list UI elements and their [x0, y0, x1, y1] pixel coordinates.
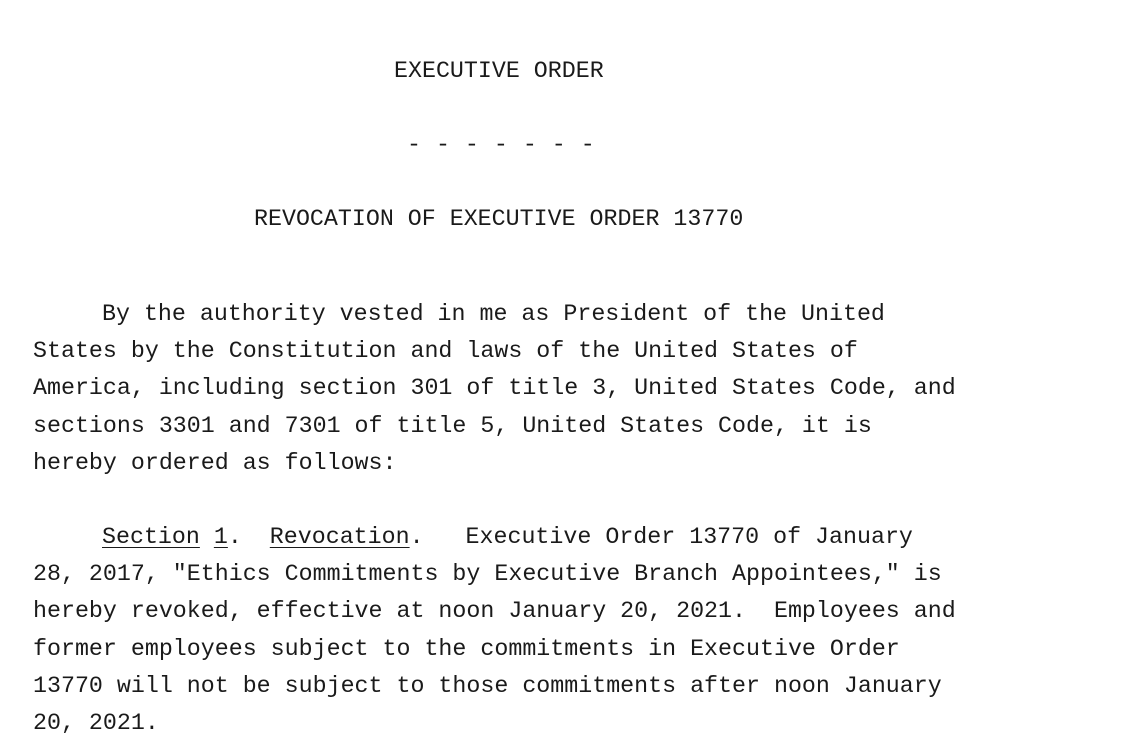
- section-1-text-start: Executive Order 13770 of January: [465, 524, 913, 550]
- section-1-line: 20, 2021.: [33, 709, 159, 736]
- section-heading: Revocation: [269, 524, 410, 550]
- section-1-paragraph: [33, 519, 1033, 742]
- section-1-line: former employees subject to the commitments in Executive Order: [33, 635, 900, 662]
- section-number: 1: [213, 524, 228, 550]
- section-1-line: 28, 2017, "Ethics Commitments by Executive Branch Appointees," is: [33, 561, 942, 588]
- document-subtitle: REVOCATION OF EXECUTIVE ORDER 13770: [254, 206, 744, 232]
- preamble-line: By the authority vested in me as President of the United: [102, 301, 885, 327]
- title-separator: - - - - - - -: [407, 132, 596, 158]
- section-label: Section: [102, 524, 200, 550]
- section-1-line: hereby revoked, effective at noon January 20, 2021. Employees and: [33, 598, 956, 625]
- section-1-first-line: Section 1. Revocation. Executive Order 13770 of January: [102, 524, 913, 550]
- preamble-line: America, including section 301 of title 3, United States Code, and: [33, 375, 956, 402]
- preamble-line: sections 3301 and 7301 of title 5, United States Code, it is: [33, 412, 872, 439]
- preamble-line: States by the Constitution and laws of the United States of: [33, 338, 858, 365]
- preamble-line: hereby ordered as follows:: [33, 449, 397, 476]
- document-title: EXECUTIVE ORDER: [394, 58, 604, 84]
- preamble-paragraph: [33, 296, 1033, 482]
- section-1-line: 13770 will not be subject to those commitments after noon January: [33, 672, 942, 699]
